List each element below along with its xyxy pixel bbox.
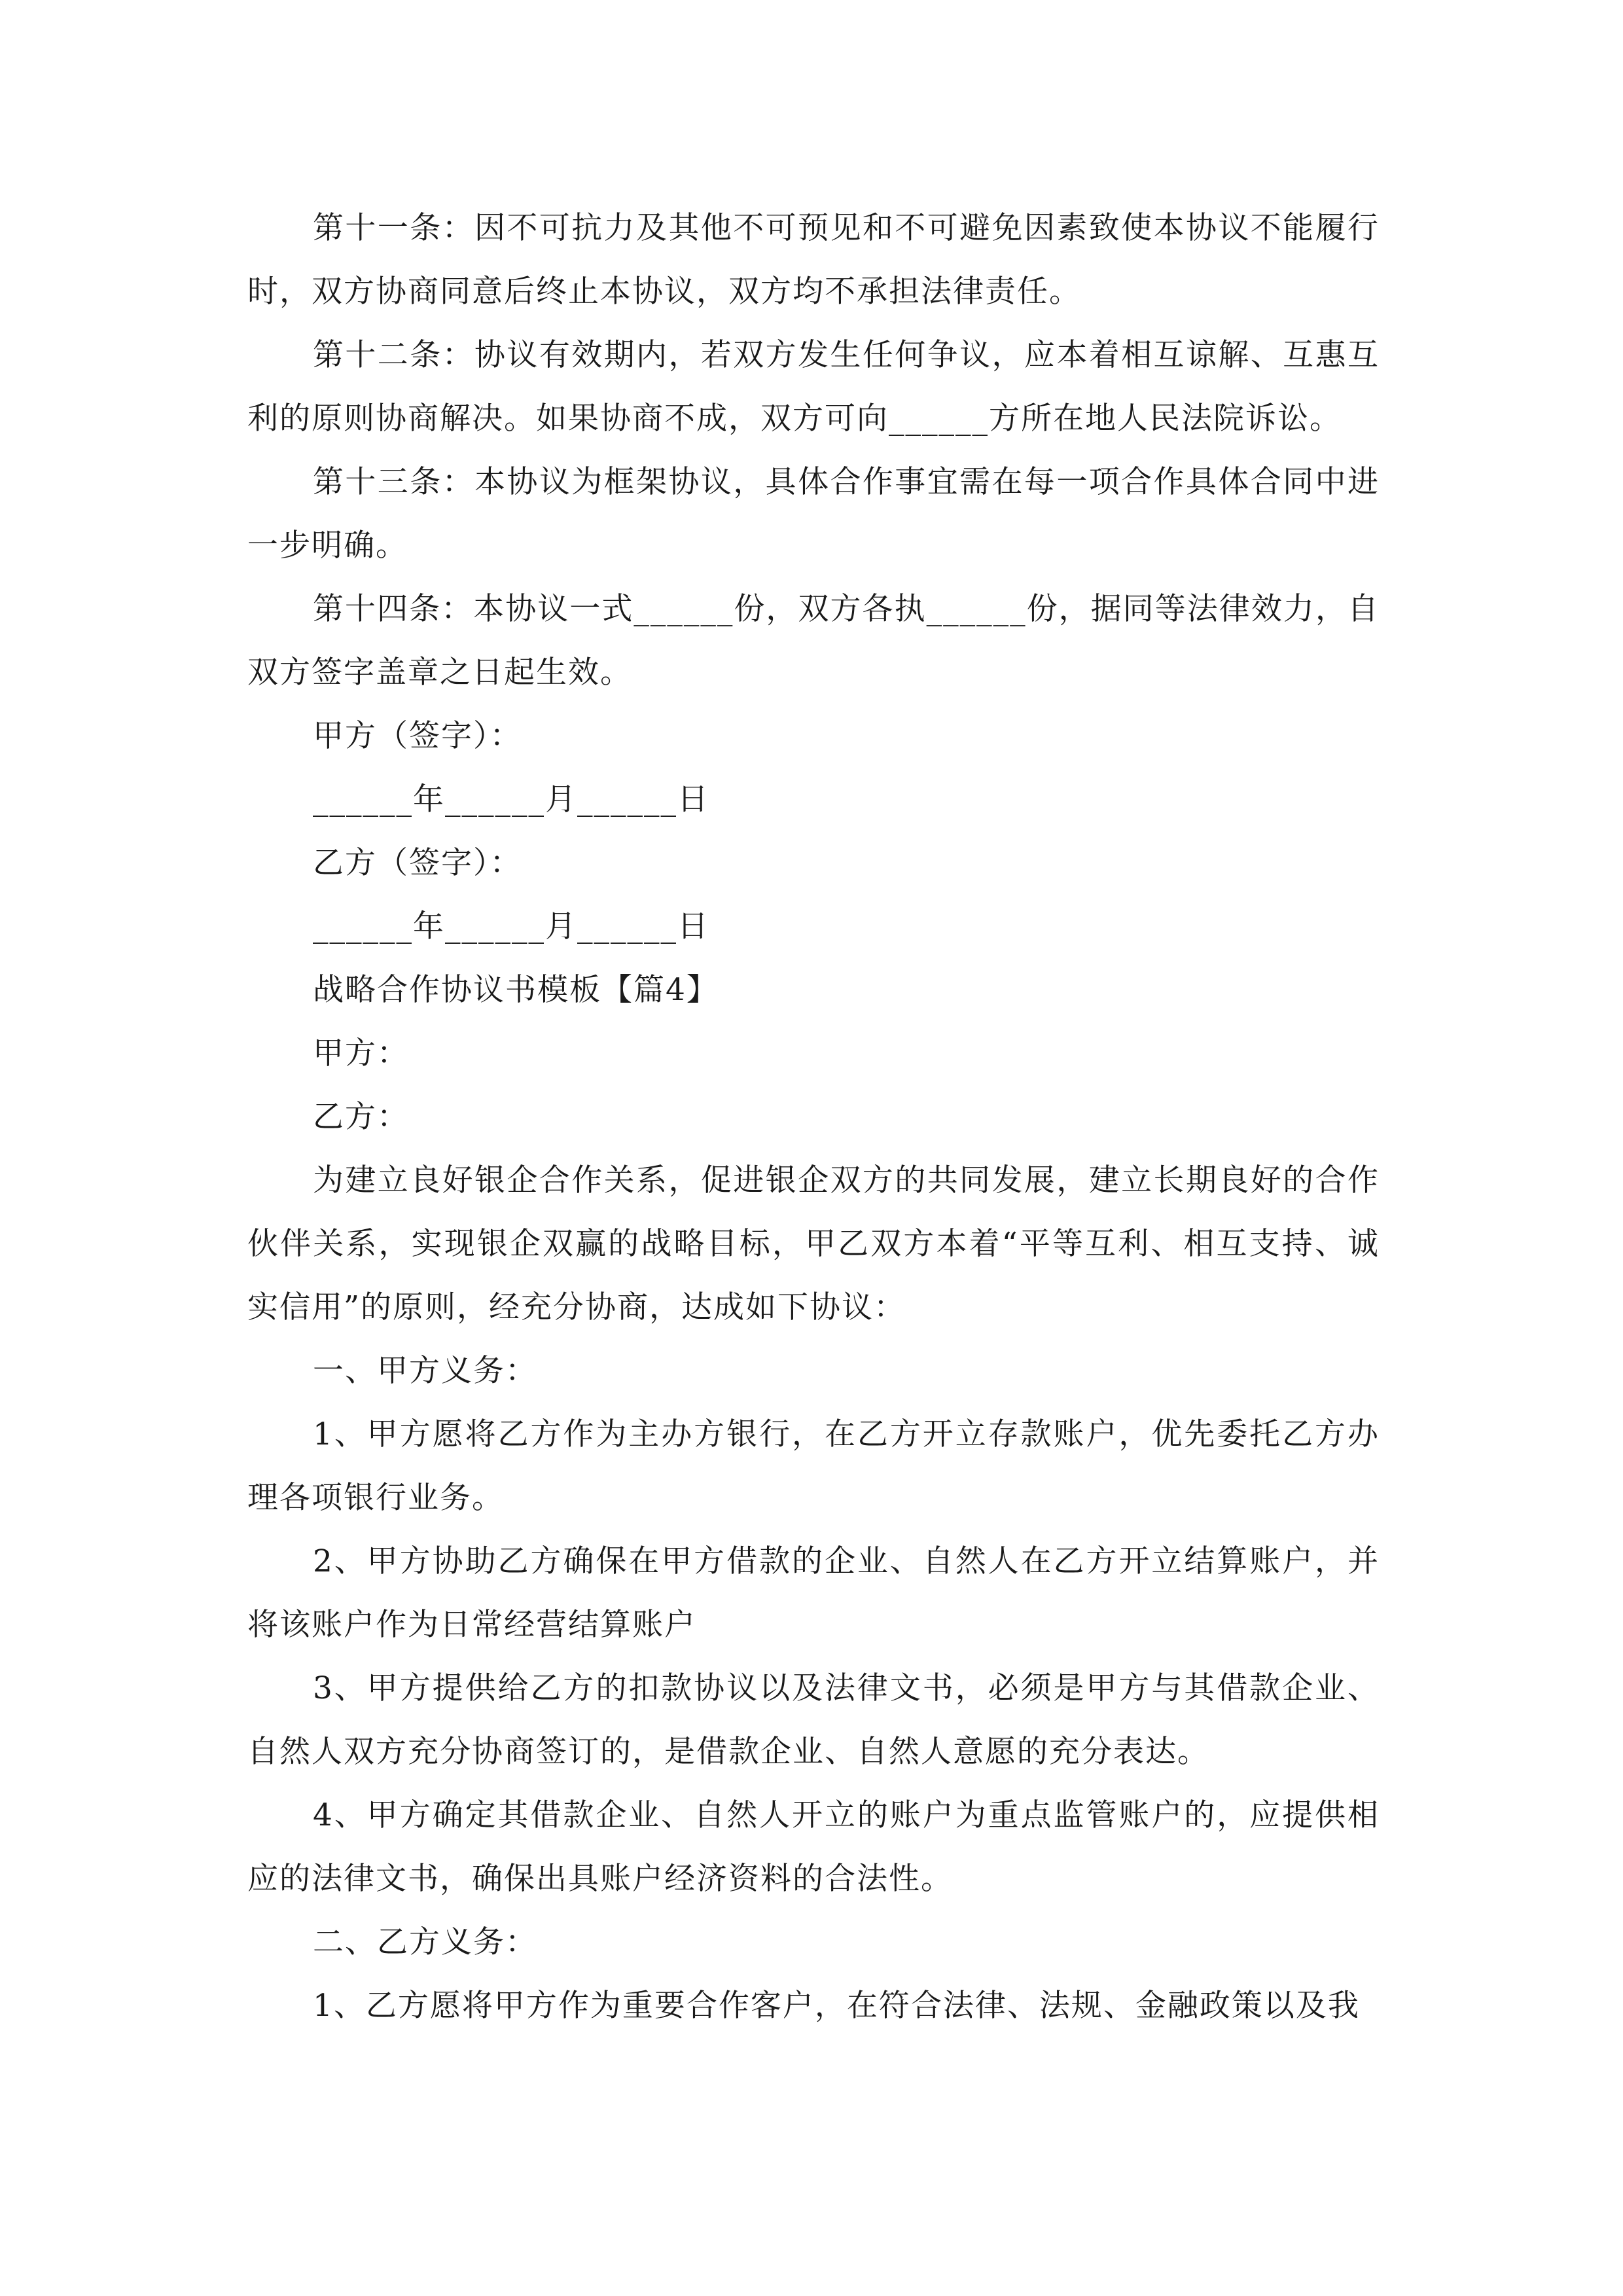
party-a-duty-1: 1、甲方愿将乙方作为主办方银行，在乙方开立存款账户，优先委托乙方办理各项银行业务。 <box>247 1416 1380 1516</box>
party-a-duty-4: 4、甲方确定其借款企业、自然人开立的账户为重点监管账户的，应提供相应的法律文书，确保出具账户经济资料的合法性。 <box>247 1797 1380 1897</box>
article-12: 第十二条：协议有效期内，若双方发生任何争议，应本着相互谅解、互惠互利的原则协商解决。如果协商不成，双方可向______方所在地人民法院诉讼。 <box>247 337 1380 437</box>
article-11: 第十一条：因不可抗力及其他不可预见和不可避免因素致使本协议不能履行时，双方协商同意后终止本协议，双方均不承担法律责任。 <box>247 210 1380 310</box>
heading-party-b-duties: 二、乙方义务： <box>313 1924 537 1960</box>
section-title: 战略合作协议书模板【篇4】 <box>313 972 719 1008</box>
heading-party-a-duties: 一、甲方义务： <box>313 1353 537 1389</box>
intro-paragraph: 为建立良好银企合作关系，促进银企双方的共同发展，建立长期良好的合作伙伴关系，实现银企双赢的战略目标，甲乙双方本着“平等互利、相互支持、诚实信用”的原则，经充分协商，达成如下协议： <box>247 1162 1380 1325</box>
article-13: 第十三条：本协议为框架协议，具体合作事宜需在每一项合作具体合同中进一步明确。 <box>247 464 1380 564</box>
party-b-label: 乙方： <box>313 1099 409 1135</box>
party-a-signature-label: 甲方（签字）： <box>313 718 522 754</box>
document-body <box>247 196 1380 2037</box>
party-a-date-line: ______年______月______日 <box>313 781 709 817</box>
party-a-duty-3: 3、甲方提供给乙方的扣款协议以及法律文书，必须是甲方与其借款企业、自然人双方充分协商签订的，是借款企业、自然人意愿的充分表达。 <box>247 1670 1380 1770</box>
party-b-signature-label: 乙方（签字）： <box>313 845 522 881</box>
party-a-duty-2: 2、甲方协助乙方确保在甲方借款的企业、自然人在乙方开立结算账户，并将该账户作为日常经营结算账户 <box>247 1543 1380 1643</box>
article-14: 第十四条：本协议一式______份，双方各执______份，据同等法律效力，自双方签字盖章之日起生效。 <box>247 591 1380 691</box>
party-b-duty-1: 1、乙方愿将甲方作为重要合作客户，在符合法律、法规、金融政策以及我 <box>313 1988 1360 2024</box>
party-b-date-line: ______年______月______日 <box>313 908 709 944</box>
party-a-label: 甲方： <box>313 1035 409 1071</box>
